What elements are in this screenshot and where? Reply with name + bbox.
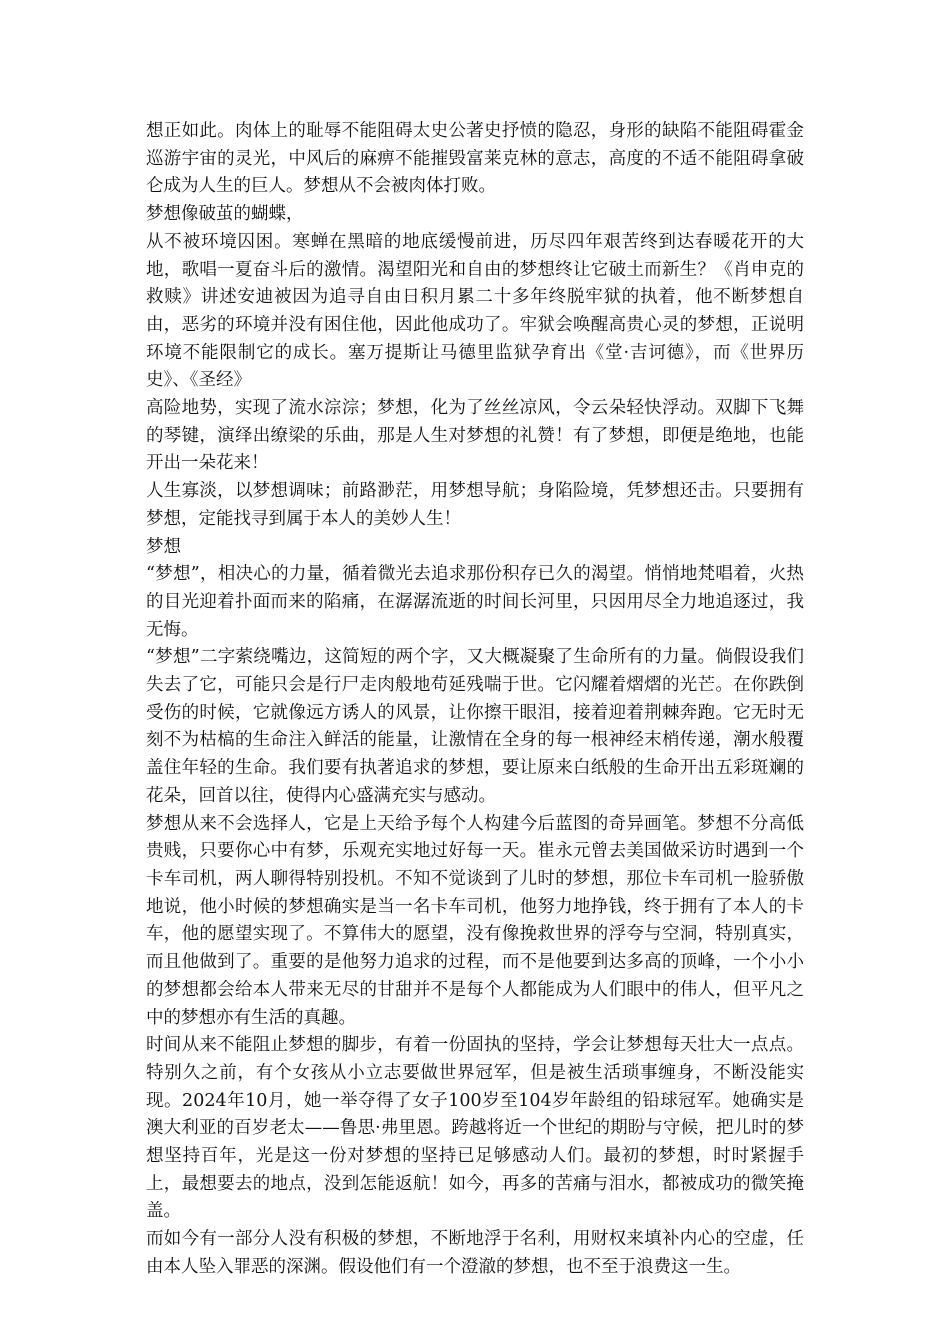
paragraph: “梦想”，相决心的力量，循着微光去追求那份积存已久的渴望。悄悄地梵唱着，火热的目光迎着扑面而来的陷痛，在潺潺流逝的时间长河里，只因用尽全力地追逐过，我无悔。	[146, 564, 804, 640]
paragraph: 从不被环境囚困。寒蝉在黑暗的地底缓慢前进，历尽四年艰苦终到达春暖花开的大地，歌唱一夏奋斗后的激情。渴望阳光和自由的梦想终让它破土而新生？《肖申克的救赎》讲述安迪被因为追寻自由日积月累二十多年终脱牢狱的执着，他不断梦想自由，恶劣的环境并没有困住他，因此他成功了。牢狱会唤醒高贵心灵的梦想，正说明环境不能限制它的成长。塞万提斯让马德里监狱孕育出《堂·吉诃德》，而《世界历史》、《圣经》	[146, 231, 804, 391]
document-page	[146, 118, 804, 1282]
paragraph: 人生寡淡，以梦想调味；前路渺茫，用梦想导航；身陷险境，凭梦想还击。只要拥有梦想，定能找寻到属于本人的美妙人生！	[146, 481, 804, 529]
paragraph: “梦想”二字萦绕嘴边，这简短的两个字，又大概凝聚了生命所有的力量。倘假设我们失去了它，可能只会是行尸走肉般地苟延残喘于世。它闪耀着熠熠的光芒。在你跌倒受伤的时候，它就像远方诱人的风景，让你擦干眼泪，接着迎着荆棘奔跑。它无时无刻不为枯槁的生命注入鲜活的能量，让激情在全身的每一根神经末梢传递，潮水般覆盖住年轻的生命。我们要有执著追求的梦想，要让原来白纸般的生命开出五彩斑斓的花朵，回首以往，使得内心盛满充实与感动。	[146, 647, 804, 806]
paragraph: 梦想从来不会选择人，它是上天给予每个人构建今后蓝图的奇异画笔。梦想不分高低贵贱，只要你心中有梦，乐观充实地过好每一天。崔永元曾去美国做采访时遇到一个卡车司机，两人聊得特别投机。不知不觉谈到了儿时的梦想，那位卡车司机一脸骄傲地说，他小时候的梦想确实是当一名卡车司机，他努力地挣钱，终于拥有了本人的卡车，他的愿望实现了。不算伟大的愿望，没有像挽救世界的浮夸与空洞，特别真实，而且他做到了。重要的是他努力追求的过程，而不是他要到达多高的顶峰，一个小小的梦想都会给本人带来无尽的甘甜并不是每个人都能成为人们眼中的伟人，但平凡之中的梦想亦有生活的真趣。	[146, 813, 804, 1028]
paragraph: 高险地势，实现了流水淙淙；梦想，化为了丝丝凉风，令云朵轻快浮动。双脚下飞舞的琴键，演绎出缭梁的乐曲，那是人生对梦想的礼赞！有了梦想，即便是绝地，也能开出一朵花来！	[146, 398, 804, 474]
paragraph: 想正如此。肉体上的耻辱不能阻碍太史公著史抒愤的隐忍，身形的缺陷不能阻碍霍金巡游宇宙的灵光，中风后的麻痹不能摧毁富莱克林的意志，高度的不适不能阻碍拿破仑成为人生的巨人。梦想从不会被肉体打败。	[146, 121, 804, 197]
section-heading: 梦想	[146, 536, 181, 557]
paragraph: 而如今有一部分人没有积极的梦想，不断地浮于名利，用财权来填补内心的空虚，任由本人坠入罪恶的深渊。假设他们有一个澄澈的梦想，也不至于浪费这一生。	[146, 1229, 804, 1277]
paragraph: 时间从来不能阻止梦想的脚步，有着一份固执的坚持，学会让梦想每天壮大一点点。特别久之前，有个女孩从小立志要做世界冠军，但是被生活琐事缠身，不断没能实现。2024年10月，她一举夺得了女子100岁至104岁年龄组的铅球冠军。她确实是澳大利亚的百岁老太——鲁思·弗里恩。跨越将近一个世纪的期盼与守候，把儿时的梦想坚持百年，光是这一份对梦想的坚持已足够感动人们。最初的梦想，时时紧握手上，最想要去的地点，没到怎能返航！如今，再多的苦痛与泪水，都被成功的微笑掩盖。	[146, 1035, 804, 1222]
paragraph: 梦想像破茧的蝴蝶，	[146, 204, 304, 225]
